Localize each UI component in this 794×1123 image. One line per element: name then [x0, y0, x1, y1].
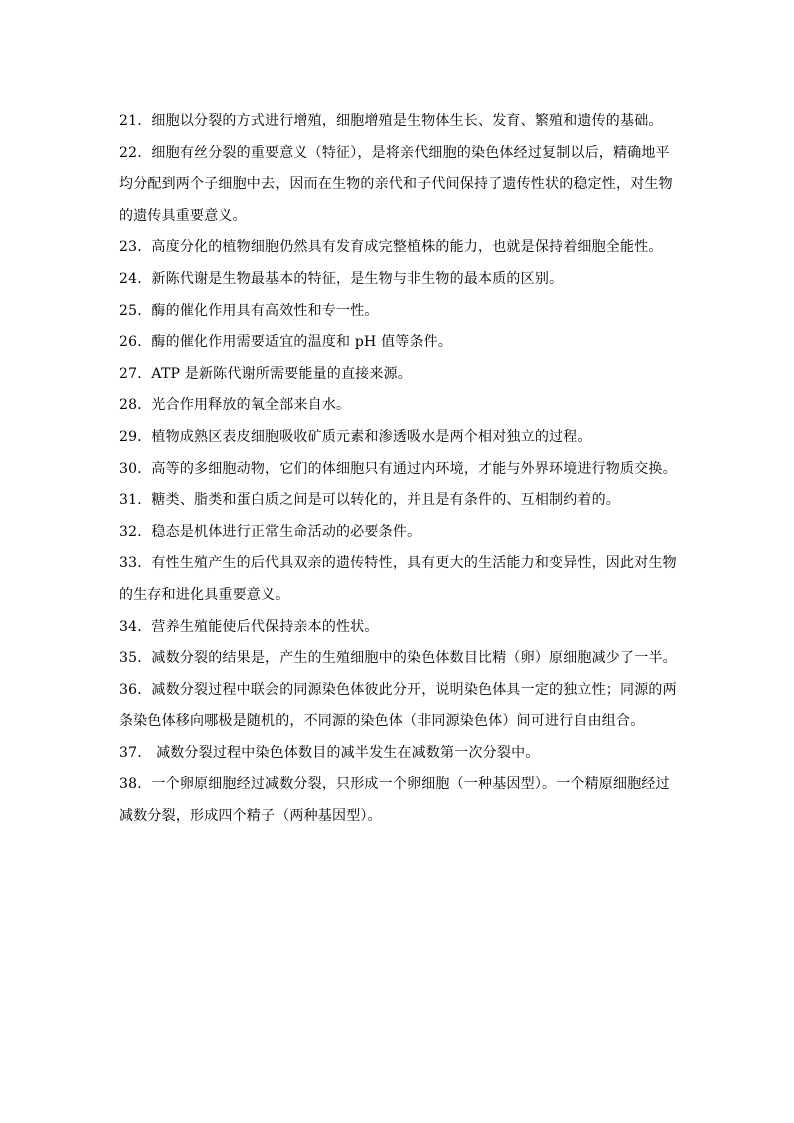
list-item-24: 24．新陈代谢是生物最基本的特征，是生物与非生物的最本质的区别。: [119, 270, 564, 287]
list-item-31: 31．糖类、脂类和蛋白质之间是可以转化的，并且是有条件的、互相制约着的。: [119, 492, 621, 509]
list-item-21: 21．细胞以分裂的方式进行增殖，细胞增殖是生物体生长、发育、繁殖和遗传的基础。: [119, 113, 663, 129]
list-item-30: 30．高等的多细胞动物，它们的体细胞只有通过内环境，才能与外界环境进行物质交换。: [119, 460, 677, 477]
list-item-28: 28．光合作用释放的氧全部来自水。: [119, 397, 351, 414]
list-item-34: 34．营养生殖能使后代保持亲本的性状。: [119, 618, 379, 635]
list-item-36: 36．减数分裂过程中联会的同源染色体彼此分开，说明染色体具一定的独立性；同源的两条染色体移向哪极是随机的，不同源的染色体（非同源染色体）间可进行自由组合。: [119, 681, 677, 730]
list-item-37: 37． 减数分裂过程中染色体数目的减半发生在减数第一次分裂中。: [119, 744, 540, 761]
document-body: [119, 106, 679, 833]
list-item-22: 22．细胞有丝分裂的重要意义（特征），是将亲代细胞的染色体经过复制以后，精确地平均分配到两个子细胞中去，因而在生物的亲代和子代间保持了遗传性状的稳定性，对生物的遗传具重要意义。: [119, 144, 673, 224]
list-item-26: 26．酶的催化作用需要适宜的温度和 pH 值等条件。: [119, 334, 453, 351]
list-item-25: 25．酶的催化作用具有高效性和专一性。: [119, 302, 379, 319]
list-item-29: 29．植物成熟区表皮细胞吸收矿质元素和渗透吸水是两个相对独立的过程。: [119, 428, 592, 445]
list-item-38: 38．一个卵原细胞经过减数分裂，只形成一个卵细胞（一种基因型）。一个精原细胞经过减数分裂，形成四个精子（两种基因型）。: [119, 776, 670, 825]
list-item-27: 27．ATP 是新陈代谢所需要能量的直接来源。: [119, 365, 412, 382]
list-item-33: 33．有性生殖产生的后代具双亲的遗传特性，具有更大的生活能力和变异性，因此对生物的生存和进化具重要意义。: [119, 555, 677, 603]
list-item-23: 23．高度分化的植物细胞仍然具有发育成完整植株的能力，也就是保持着细胞全能性。: [119, 239, 663, 256]
list-item-35: 35．减数分裂的结果是，产生的生殖细胞中的染色体数目比精（卵）原细胞减少了一半。: [119, 650, 677, 667]
list-item-32: 32．稳态是机体进行正常生命活动的必要条件。: [119, 523, 422, 540]
